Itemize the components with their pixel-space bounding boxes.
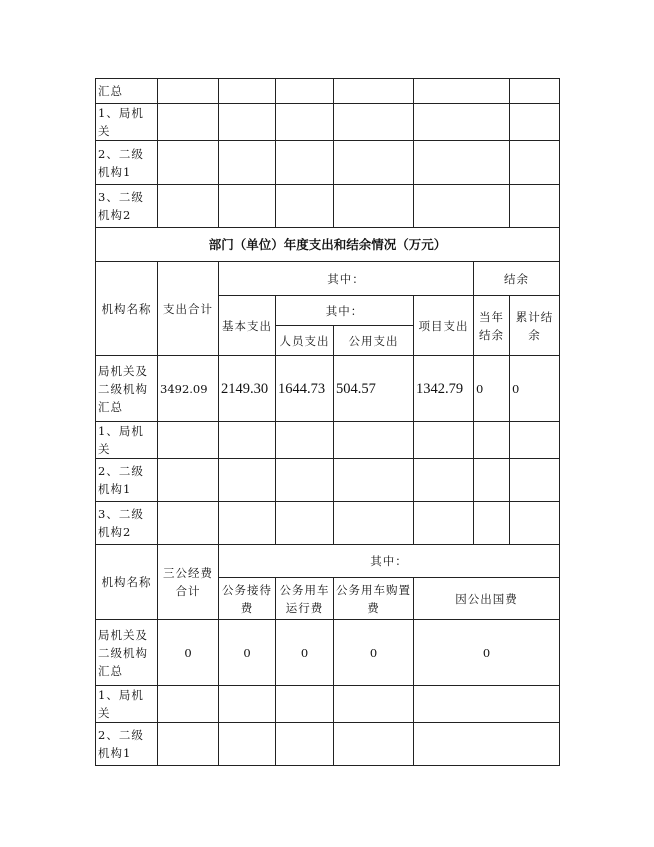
section-title: 部门（单位）年度支出和结余情况（万元） bbox=[96, 228, 560, 262]
header-total-expenditure: 支出合计 bbox=[158, 262, 219, 356]
header-overseas-travel: 因公出国费 bbox=[414, 578, 560, 620]
table-row bbox=[96, 141, 560, 185]
table-row bbox=[96, 422, 560, 459]
header-year-surplus: 当年结余 bbox=[474, 296, 510, 356]
header-org-name: 机构名称 bbox=[96, 262, 158, 356]
table-row bbox=[96, 686, 560, 723]
table-row bbox=[96, 723, 560, 766]
org-name: 2、二级机构1 bbox=[96, 459, 158, 502]
value-reception: 0 bbox=[219, 620, 276, 686]
table-row bbox=[96, 502, 560, 545]
org-name: 3、二级机构2 bbox=[96, 502, 158, 545]
header-vehicle-purchase: 公务用车购置费 bbox=[334, 578, 414, 620]
org-name: 3、二级机构2 bbox=[96, 185, 158, 228]
value-basic-expenditure: 2149.30 bbox=[219, 356, 276, 422]
table-row bbox=[96, 620, 560, 686]
org-name: 1、局机关 bbox=[96, 422, 158, 459]
value-overseas-travel: 0 bbox=[414, 620, 560, 686]
header-cumulative-surplus: 累计结余 bbox=[510, 296, 560, 356]
table-row bbox=[96, 104, 560, 141]
org-name: 汇总 bbox=[96, 79, 158, 104]
value-cumulative-surplus: 0 bbox=[510, 356, 560, 422]
value-public-expenditure: 504.57 bbox=[334, 356, 414, 422]
header-public-expenditure: 公用支出 bbox=[334, 326, 414, 356]
value-vehicle-purchase: 0 bbox=[334, 620, 414, 686]
value-project-expenditure: 1342.79 bbox=[414, 356, 474, 422]
header-vehicle-running: 公务用车运行费 bbox=[276, 578, 334, 620]
header-among: 其中： bbox=[219, 262, 474, 296]
table-row bbox=[96, 356, 560, 422]
table-row bbox=[96, 459, 560, 502]
value-personnel-expenditure: 1644.73 bbox=[276, 356, 334, 422]
org-name: 1、局机关 bbox=[96, 686, 158, 723]
org-name: 1、局机关 bbox=[96, 104, 158, 141]
org-name: 局机关及二级机构汇总 bbox=[96, 356, 158, 422]
header-reception: 公务接待费 bbox=[219, 578, 276, 620]
header-among-sub: 其中： bbox=[276, 296, 414, 326]
value-year-surplus: 0 bbox=[474, 356, 510, 422]
header-three-total: 三公经费合计 bbox=[158, 545, 219, 620]
header-among: 其中： bbox=[219, 545, 560, 578]
value-three-total: 0 bbox=[158, 620, 219, 686]
header-org-name: 机构名称 bbox=[96, 545, 158, 620]
table-row bbox=[96, 185, 560, 228]
org-name: 局机关及二级机构汇总 bbox=[96, 620, 158, 686]
header-surplus: 结余 bbox=[474, 262, 560, 296]
header-basic-expenditure: 基本支出 bbox=[219, 296, 276, 356]
budget-table bbox=[95, 78, 560, 766]
header-personnel-expenditure: 人员支出 bbox=[276, 326, 334, 356]
header-project-expenditure: 项目支出 bbox=[414, 296, 474, 356]
value-total-expenditure: 3492.09 bbox=[158, 356, 219, 422]
org-name: 2、二级机构1 bbox=[96, 141, 158, 185]
table-row bbox=[96, 79, 560, 104]
org-name: 2、二级机构1 bbox=[96, 723, 158, 766]
value-vehicle-running: 0 bbox=[276, 620, 334, 686]
